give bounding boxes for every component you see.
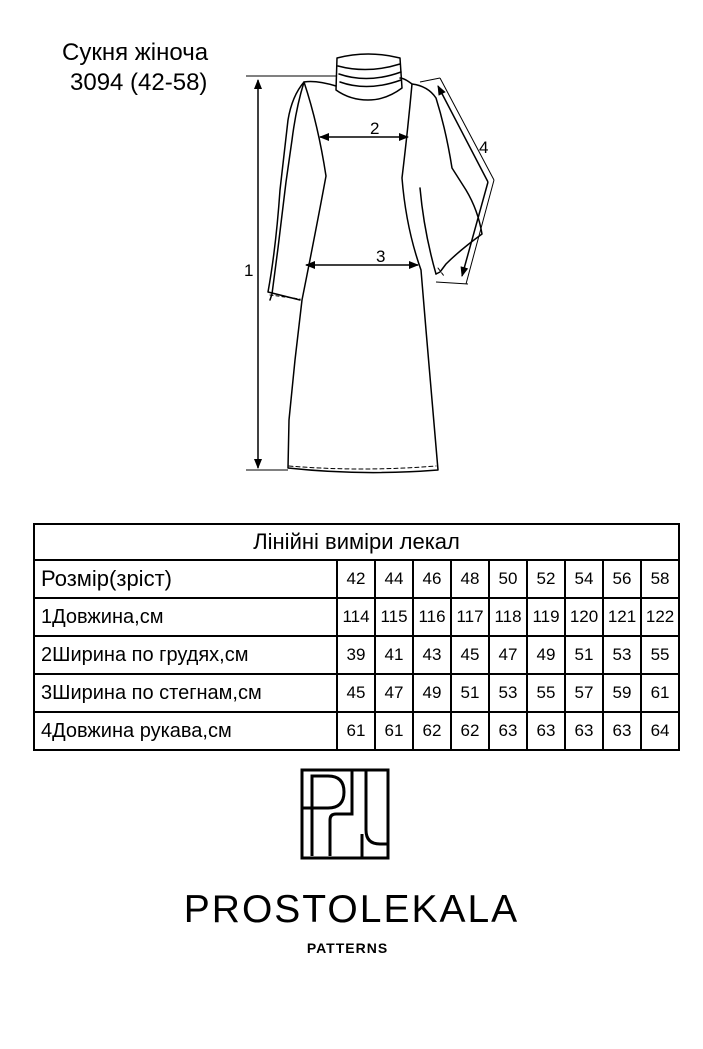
- measurement-cell: 61: [641, 674, 679, 712]
- measurement-cell: 63: [565, 712, 603, 750]
- collar-outline: [336, 54, 402, 100]
- measurement-cell: 116: [413, 598, 451, 636]
- size-cell: 44: [375, 560, 413, 598]
- size-cell: 46: [413, 560, 451, 598]
- measurement-cell: 49: [413, 674, 451, 712]
- measurement-cell: 49: [527, 636, 565, 674]
- measurement-cell: 118: [489, 598, 527, 636]
- measurement-cell: 64: [641, 712, 679, 750]
- sleeve-dimension-line-lower: [462, 182, 488, 276]
- size-cell: 48: [451, 560, 489, 598]
- measurement-cell: 63: [603, 712, 641, 750]
- measurement-cell: 51: [565, 636, 603, 674]
- label-hip: 3: [376, 247, 386, 266]
- model-title: [56, 38, 208, 98]
- brand-logo-icon: [300, 768, 390, 860]
- table-row: [34, 674, 679, 712]
- measurement-cell: 47: [375, 674, 413, 712]
- label-length: 1: [244, 261, 254, 280]
- size-cell: 54: [565, 560, 603, 598]
- size-cell: 42: [337, 560, 375, 598]
- measurement-cell: 61: [375, 712, 413, 750]
- table-row: [34, 598, 679, 636]
- brand-name: PROSTOLEKALA: [183, 888, 520, 931]
- table-caption-row: [34, 524, 679, 560]
- model-number: 3094 (42-58): [70, 69, 208, 96]
- size-header-label: Розмір(зріст): [34, 560, 337, 598]
- measurement-cell: 119: [527, 598, 565, 636]
- measurement-cell: 121: [603, 598, 641, 636]
- measurement-cell: 62: [413, 712, 451, 750]
- measurement-cell: 53: [603, 636, 641, 674]
- measurement-cell: 43: [413, 636, 451, 674]
- label-sleeve: 4: [479, 138, 489, 157]
- measurement-cell: 114: [337, 598, 375, 636]
- row-label: 3Ширина по стегнам,см: [34, 674, 337, 712]
- measurement-cell: 41: [375, 636, 413, 674]
- measurement-cell: 45: [337, 674, 375, 712]
- measurement-cell: 63: [489, 712, 527, 750]
- measurement-cell: 115: [375, 598, 413, 636]
- measurement-cell: 59: [603, 674, 641, 712]
- table-row: [34, 636, 679, 674]
- measurement-cell: 122: [641, 598, 679, 636]
- row-label: 1Довжина,см: [34, 598, 337, 636]
- size-cell: 56: [603, 560, 641, 598]
- measurement-cell: 55: [527, 674, 565, 712]
- measurement-cell: 120: [565, 598, 603, 636]
- measurements-table: [33, 523, 680, 751]
- measurement-cell: 61: [337, 712, 375, 750]
- measurement-cell: 45: [451, 636, 489, 674]
- table-row: [34, 560, 679, 598]
- dress-technical-sketch: [230, 36, 520, 486]
- measurement-cell: 39: [337, 636, 375, 674]
- row-label: 4Довжина рукава,см: [34, 712, 337, 750]
- measurement-cell: 117: [451, 598, 489, 636]
- measurement-cell: 57: [565, 674, 603, 712]
- measurement-cell: 53: [489, 674, 527, 712]
- measurement-cell: 63: [527, 712, 565, 750]
- measurement-cell: 47: [489, 636, 527, 674]
- measurement-cell: 62: [451, 712, 489, 750]
- size-cell: 50: [489, 560, 527, 598]
- table-row: [34, 712, 679, 750]
- table-caption: Лінійні виміри лекал: [34, 524, 679, 560]
- left-sleeve-outline: [268, 82, 304, 300]
- size-cell: 58: [641, 560, 679, 598]
- measurement-cell: 51: [451, 674, 489, 712]
- row-label: 2Ширина по грудях,см: [34, 636, 337, 674]
- garment-name: Сукня жіноча: [62, 39, 209, 66]
- measurement-cell: 55: [641, 636, 679, 674]
- size-cell: 52: [527, 560, 565, 598]
- label-bust: 2: [370, 119, 380, 138]
- brand-tagline: PATTERNS: [306, 940, 389, 956]
